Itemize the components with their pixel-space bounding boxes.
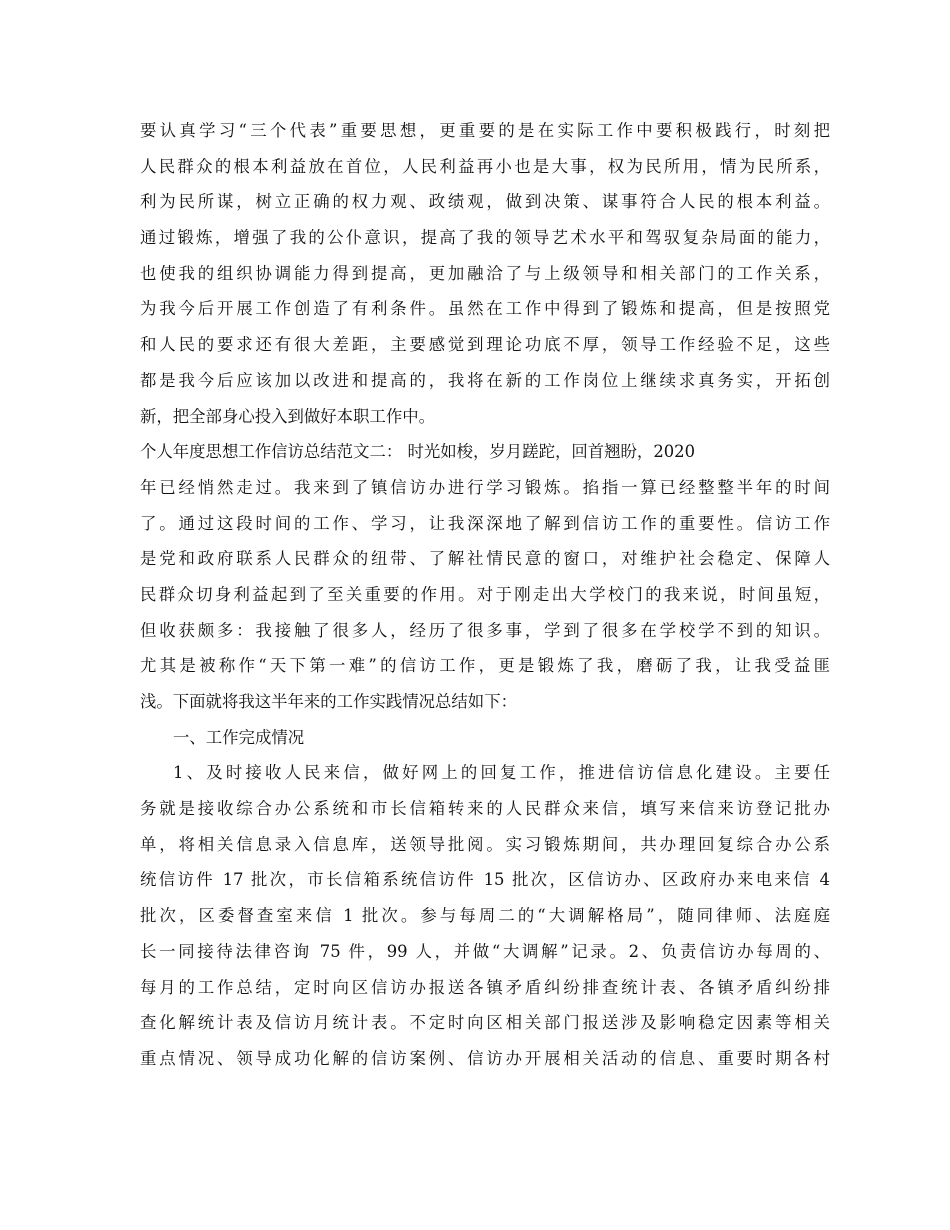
text-line: 一、工作完成情况 [173,727,305,747]
text-line: 利为民所谋，树立正确的权力观、政绩观，做到决策、谋事符合人民的根本利益。 [140,192,830,212]
text-line: 个人年度思想工作信访总结范文二： 时光如梭，岁月蹉跎，回首翘盼，2020 [140,442,696,462]
text-line: 民群众切身利益起到了至关重要的作用。对于刚走出大学校门的我来说，时间虽短， [140,584,830,604]
text-line: 重点情况、领导成功化解的信访案例、信访办开展相关活动的信息、重要时期各村 [140,1048,830,1068]
text-line: 是党和政府联系人民群众的纽带、了解社情民意的窗口，对维护社会稳定、保障人 [140,549,830,569]
text-line: 为我今后开展工作创造了有利条件。虽然在工作中得到了锻炼和提高，但是按照党 [140,299,830,319]
text-line: 要认真学习“三个代表”重要思想，更重要的是在实际工作中要积极践行，时刻把 [140,121,830,140]
text-line: 人民群众的根本利益放在首位，人民利益再小也是大事，权为民所用，情为民所系， [140,156,830,176]
text-line: 年已经悄然走过。我来到了镇信访办进行学习锻炼。掐指一算已经整整半年的时间 [140,477,830,497]
text-line: 长一同接待法律咨询 75 件，99 人，并做“大调解”记录。2、负责信访办每周的、 [140,941,830,961]
text-line: 务就是接收综合办公系统和市长信箱转来的人民群众来信，填写来信来访登记批办 [140,799,830,819]
text-line: 单，将相关信息录入信息库，送领导批阅。实习锻炼期间，共办理回复综合办公系 [140,834,830,854]
text-line: 了。通过这段时间的工作、学习，让我深深地了解到信访工作的重要性。信访工作 [140,513,830,533]
text-line: 也使我的组织协调能力得到提高，更加融洽了与上级领导和相关部门的工作关系， [140,263,830,283]
text-line: 1、及时接收人民来信，做好网上的回复工作，推进信访信息化建设。主要任 [173,763,830,783]
text-line: 新，把全部身心投入到做好本职工作中。 [140,406,436,426]
text-line: 统信访件 17 批次，市长信箱系统信访件 15 批次，区信访办、区政府办来电来信 4 [140,870,830,890]
text-line: 但收获颇多：我接触了很多人，经历了很多事，学到了很多在学校学不到的知识。 [140,620,830,640]
text-line: 尤其是被称作“天下第一难”的信访工作，更是锻炼了我，磨砺了我，让我受益匪 [140,656,830,676]
text-line: 通过锻炼，增强了我的公仆意识，提高了我的领导艺术水平和驾驭复杂局面的能力， [140,228,830,248]
text-line: 和人民的要求还有很大差距，主要感觉到理论功底不厚，领导工作经验不足，这些 [140,335,830,355]
text-line: 查化解统计表及信访月统计表。不定时向区相关部门报送涉及影响稳定因素等相关 [140,1013,830,1033]
text-line: 批次，区委督查室来信 1 批次。参与每周二的“大调解格局”，随同律师、法庭庭 [140,906,830,926]
text-line: 每月的工作总结，定时向区信访办报送各镇矛盾纠纷排查统计表、各镇矛盾纠纷排 [140,977,830,997]
document-body [140,113,830,1077]
text-line: 浅。下面就将我这半年来的工作实践情况总结如下： [140,692,517,711]
text-line: 都是我今后应该加以改进和提高的，我将在新的工作岗位上继续求真务实，开拓创 [140,370,830,390]
